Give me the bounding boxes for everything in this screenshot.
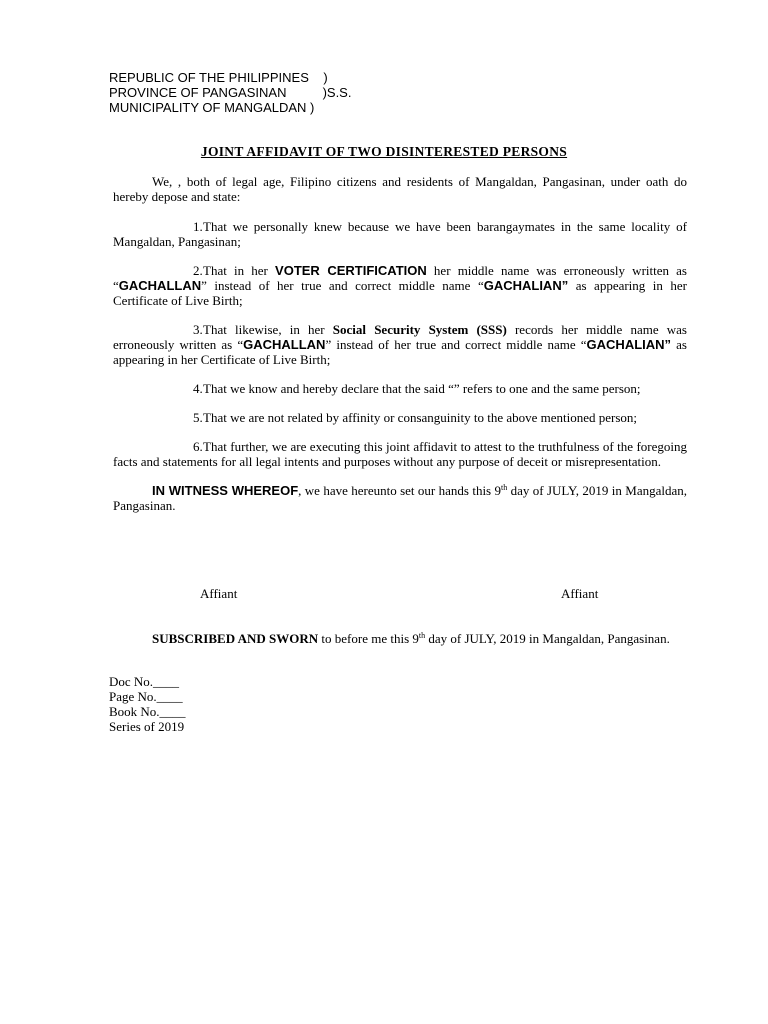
affiant-left-label: Affiant: [200, 586, 238, 601]
statement-number: 3.: [193, 322, 203, 337]
statement-text: as appearing in her Certificate of Live Birth;: [113, 337, 687, 367]
witness-heading: IN WITNESS WHEREOF: [152, 483, 299, 498]
venue-caption: [109, 70, 351, 115]
notarial-register: [109, 674, 186, 734]
jurat-ordinal: th: [418, 631, 426, 640]
statement-text: That we know and hereby declare that the said “” refers to one and the same person;: [203, 381, 641, 396]
correct-name: GACHALIAN”: [586, 337, 672, 352]
caption-republic: REPUBLIC OF THE PHILIPPINES ): [109, 70, 328, 85]
erroneous-name: GACHALLAN: [118, 278, 202, 293]
caption-municipality: MUNICIPALITY OF MANGALDAN ): [109, 100, 315, 115]
statement-text: That we are not related by affinity or consanguinity to the above mentioned person;: [203, 410, 638, 425]
intro-paragraph: We, , both of legal age, Filipino citizens and residents of Mangaldan, Pangasinan, under oath do hereby depose and state:: [113, 174, 687, 204]
statement-number: 4.: [193, 381, 203, 396]
statement-number: 5.: [193, 410, 203, 425]
statement-number: 1.: [193, 219, 203, 234]
statement-1: [113, 219, 687, 249]
statement-2: [113, 263, 687, 308]
statement-text: ” instead of her true and correct middle name “: [201, 278, 484, 293]
statement-number: 6.: [193, 439, 203, 454]
statement-3: [113, 322, 687, 367]
caption-province: PROVINCE OF PANGASINAN )S.S.: [109, 85, 352, 100]
book-no: Book No.____: [109, 704, 186, 719]
statement-text: That in her: [203, 263, 276, 278]
jurat-heading: SUBSCRIBED AND SWORN: [152, 631, 319, 646]
affidavit-body: [113, 174, 687, 528]
affiant-right-label: Affiant: [561, 586, 599, 601]
statement-4: [113, 381, 687, 396]
witness-ordinal: th: [501, 483, 508, 492]
witness-text: day of JULY, 2019 in Mangaldan, Pangasinan.: [113, 483, 687, 513]
document-title: JOINT AFFIDAVIT OF TWO DISINTERESTED PERSONS: [200, 144, 568, 159]
witness-paragraph: [113, 483, 687, 513]
statement-6: [113, 439, 687, 469]
statement-text: her middle name was erroneously written as “: [113, 263, 687, 293]
jurat-text: to before me this 9: [318, 631, 419, 646]
correct-name: GACHALIAN”: [483, 278, 569, 293]
statement-text: records her middle name was erroneously written as “: [113, 322, 687, 352]
page-no: Page No.____: [109, 689, 183, 704]
statement-text: That we personally knew because we have been barangaymates in the same locality of Mangaldan, Pangasinan;: [113, 219, 687, 249]
statement-text: ” instead of her true and correct middle name “: [325, 337, 587, 352]
statement-5: [113, 410, 687, 425]
jurat-text: day of JULY, 2019 in Mangaldan, Pangasinan.: [425, 631, 670, 646]
statement-number: 2.: [193, 263, 203, 278]
voter-certification-term: VOTER CERTIFICATION: [275, 263, 427, 278]
jurat-paragraph: [113, 631, 687, 646]
statement-text: That likewise, in her: [203, 322, 333, 337]
doc-no: Doc No.____: [109, 674, 180, 689]
witness-text: , we have hereunto set our hands this 9: [298, 483, 501, 498]
erroneous-name: GACHALLAN: [243, 337, 326, 352]
series-year: Series of 2019: [109, 719, 185, 734]
statement-text: as appearing in her Certificate of Live Birth;: [113, 278, 688, 308]
statement-text: That further, we are executing this joint affidavit to attest to the truthfulness of the foregoing facts and statements for all legal intents and purposes without any purpose of deceit or misrepresentation.: [113, 439, 687, 469]
sss-term: Social Security System (SSS): [332, 322, 507, 337]
